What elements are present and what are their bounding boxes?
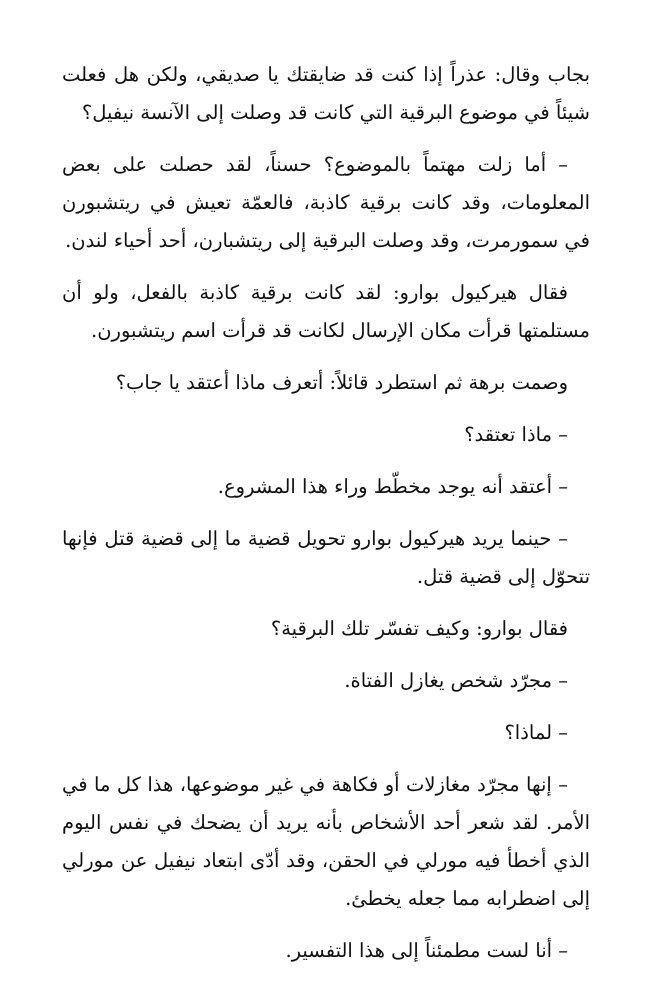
paragraph-12: – أنا لست مطمئناً إلى هذا التفسير. — [285, 939, 568, 962]
paragraph-2: – أما زلت مهتماً بالموضوع؟ حسناً، لقد حصلت على بعض المعلومات، وقد كانت برقية كاذبة، فالعمّة تعيش في ريتشبورن في سمورمرت، وقد وصلت البرقية إلى ريتشبارن، أحد أحياء لندن. — [62, 153, 590, 252]
paragraph-4: وصمت برهة ثم استطرد قائلاً: أتعرف ماذا أعتقد يا جاب؟ — [115, 371, 568, 394]
paragraph-11: – إنها مجرّد مغازلات أو فكاهة في غير موضوعها، هذا كل ما في الأمر. لقد شعر أحد الأشخاص بأنه يريد أن يضحك في نفس اليوم الذي أخطأ فيه مورلي في الحقن، وقد أدّى ابتعاد نيفيل عن مورلي إلى اضطرابه مما جعله يخطئ. — [62, 773, 590, 910]
document-page — [62, 56, 590, 984]
paragraph-7: – حينما يريد هيركيول بوارو تحويل قضية ما إلى قضية قتل فإنها تتحوّل إلى قضية قتل. — [62, 527, 590, 588]
paragraph-5: – ماذا تعتقد؟ — [464, 423, 568, 446]
paragraph-3: فقال هيركيول بوارو: لقد كانت برقية كاذبة بالفعل، ولو أن مستلمتها قرأت مكان الإرسال لكانت قد قرأت اسم ريتشبورن. — [62, 281, 590, 342]
paragraph-10: – لماذا؟ — [504, 721, 568, 744]
paragraph-8: فقال بوارو: وكيف تفسّر تلك البرقية؟ — [270, 617, 568, 640]
paragraph-1: بجاب وقال: عذراً إذا كنت قد ضايقتك يا صديقي، ولكن هل فعلت شيئاً في موضوع البرقية التي كانت قد وصلت إلى الآنسة نيفيل؟ — [62, 63, 590, 124]
paragraph-6: – أعتقد أنه يوجد مخطّط وراء هذا المشروع. — [217, 475, 568, 498]
paragraph-9: – مجرّد شخص يغازل الفتاة. — [344, 669, 568, 692]
